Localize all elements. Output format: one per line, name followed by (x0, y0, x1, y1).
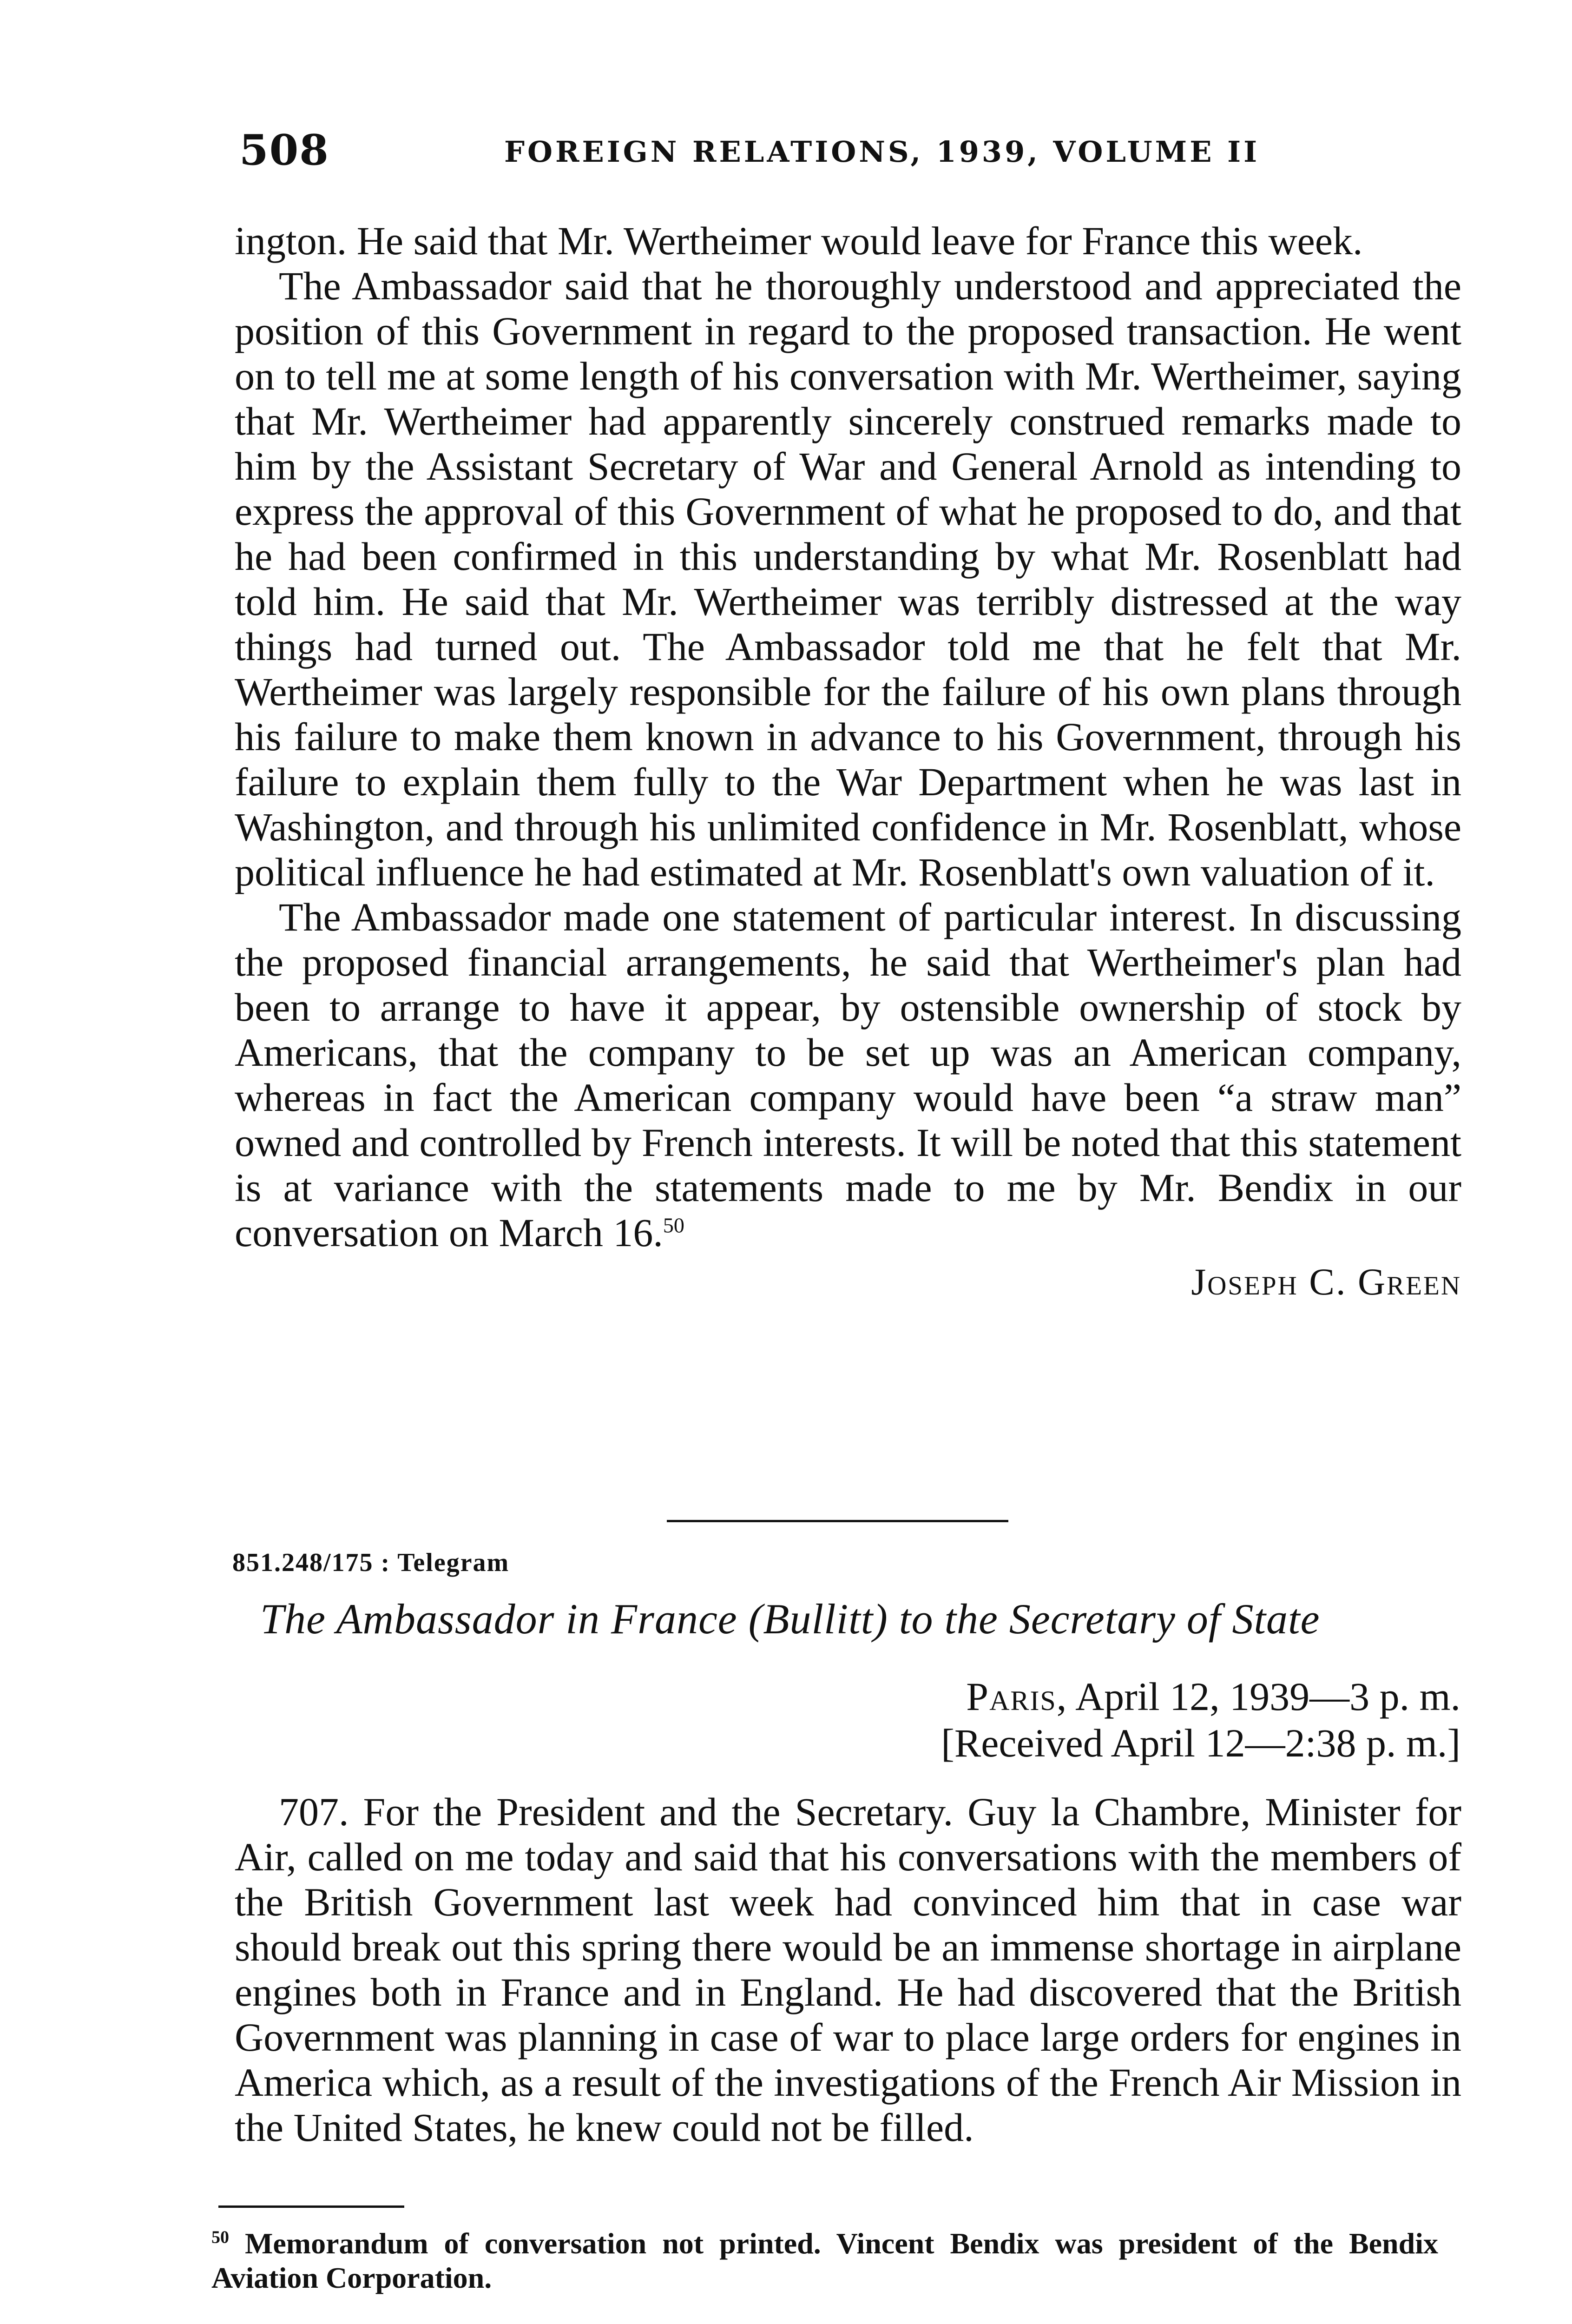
memorandum-body (235, 218, 1461, 1304)
footnote-divider (218, 2205, 404, 2208)
memo-paragraph-2: The Ambassador said that he thoroughly understood and appreciated the position of this Government in regard to the proposed transaction. He went on to tell me at some length of his conversation with Mr. Wertheimer, saying that Mr. Wertheimer had apparently sincerely construed remarks made to him by the Assistant Secretary of War and General Arnold as intending to express the approval of this Government of what he proposed to do, and that he had been confirmed in this understanding by what Mr. Rosenblatt had told him. He said that Mr. Wertheimer was terribly distressed at the way things had turned out. The Ambassador told me that he felt that Mr. Wertheimer was largely responsible for the failure of his own plans through his failure to make them known in advance to his Government, through his failure to explain them fully to the War Department when he was last in Washington, and through his unlimited confidence in Mr. Rosenblatt, whose political influence he had estimated at Mr. Rosenblatt's own valuation of it. (235, 264, 1461, 894)
document-title: The Ambassador in France (Bullitt) to the Secretary of State (260, 1595, 1320, 1643)
telegram-body (235, 1789, 1461, 2150)
telegram-paragraph: 707. For the President and the Secretary. Guy la Chambre, Minister for Air, called on me today and said that his conversations with the members of the British Government last week had convinced him that in case war should break out this spring there would be an immense shortage in airplane engines both in France and in England. He had discovered that the British Government was planning in case of war to place large orders for engines in America which, as a result of the investigations of the French Air Mission in the United States, he knew could not be filled. (235, 1789, 1461, 2150)
memo-paragraph-3 (235, 895, 1461, 1255)
footnote-number: 50 (211, 2227, 229, 2247)
footnote (211, 2226, 1438, 2295)
footnote-text: Memorandum of conversation not printed. Vincent Bendix was president of the Bendix Aviation Corporation. (211, 2227, 1439, 2294)
page-header (239, 125, 1471, 186)
running-head: FOREIGN RELATIONS, 1939, VOLUME II (504, 135, 1260, 169)
dateline-date: April 12, 1939—3 p. m. (1075, 1674, 1460, 1719)
memo-signature: Joseph C. Green (1191, 1261, 1461, 1303)
dateline-received: [Received April 12—2:38 p. m.] (941, 1721, 1460, 1765)
dateline-sent (941, 1673, 1460, 1720)
memo-paragraph-1: ington. He said that Mr. Wertheimer would leave for France this week. (235, 218, 1363, 263)
dateline-place: Paris, (966, 1674, 1068, 1719)
telegram-dateline (941, 1673, 1460, 1766)
page-number: 508 (239, 125, 329, 175)
footnote-reference: 50 (663, 1213, 684, 1237)
section-divider (667, 1520, 1008, 1522)
file-reference: 851.248/175 : Telegram (232, 1548, 510, 1577)
memo-paragraph-3-text: The Ambassador made one statement of particular interest. In discussing the proposed financial arrangements, he said that Wertheimer's plan had been to arrange to have it appear, by ostensible ownership of stock by Americans, that the company to be set up was an American company, whereas in fact the American company would have been “a straw man” owned and controlled by French interests. It will be noted that this statement is at variance with the statements made to me by Mr. Bendix in our conversation on March 16. (235, 895, 1461, 1255)
